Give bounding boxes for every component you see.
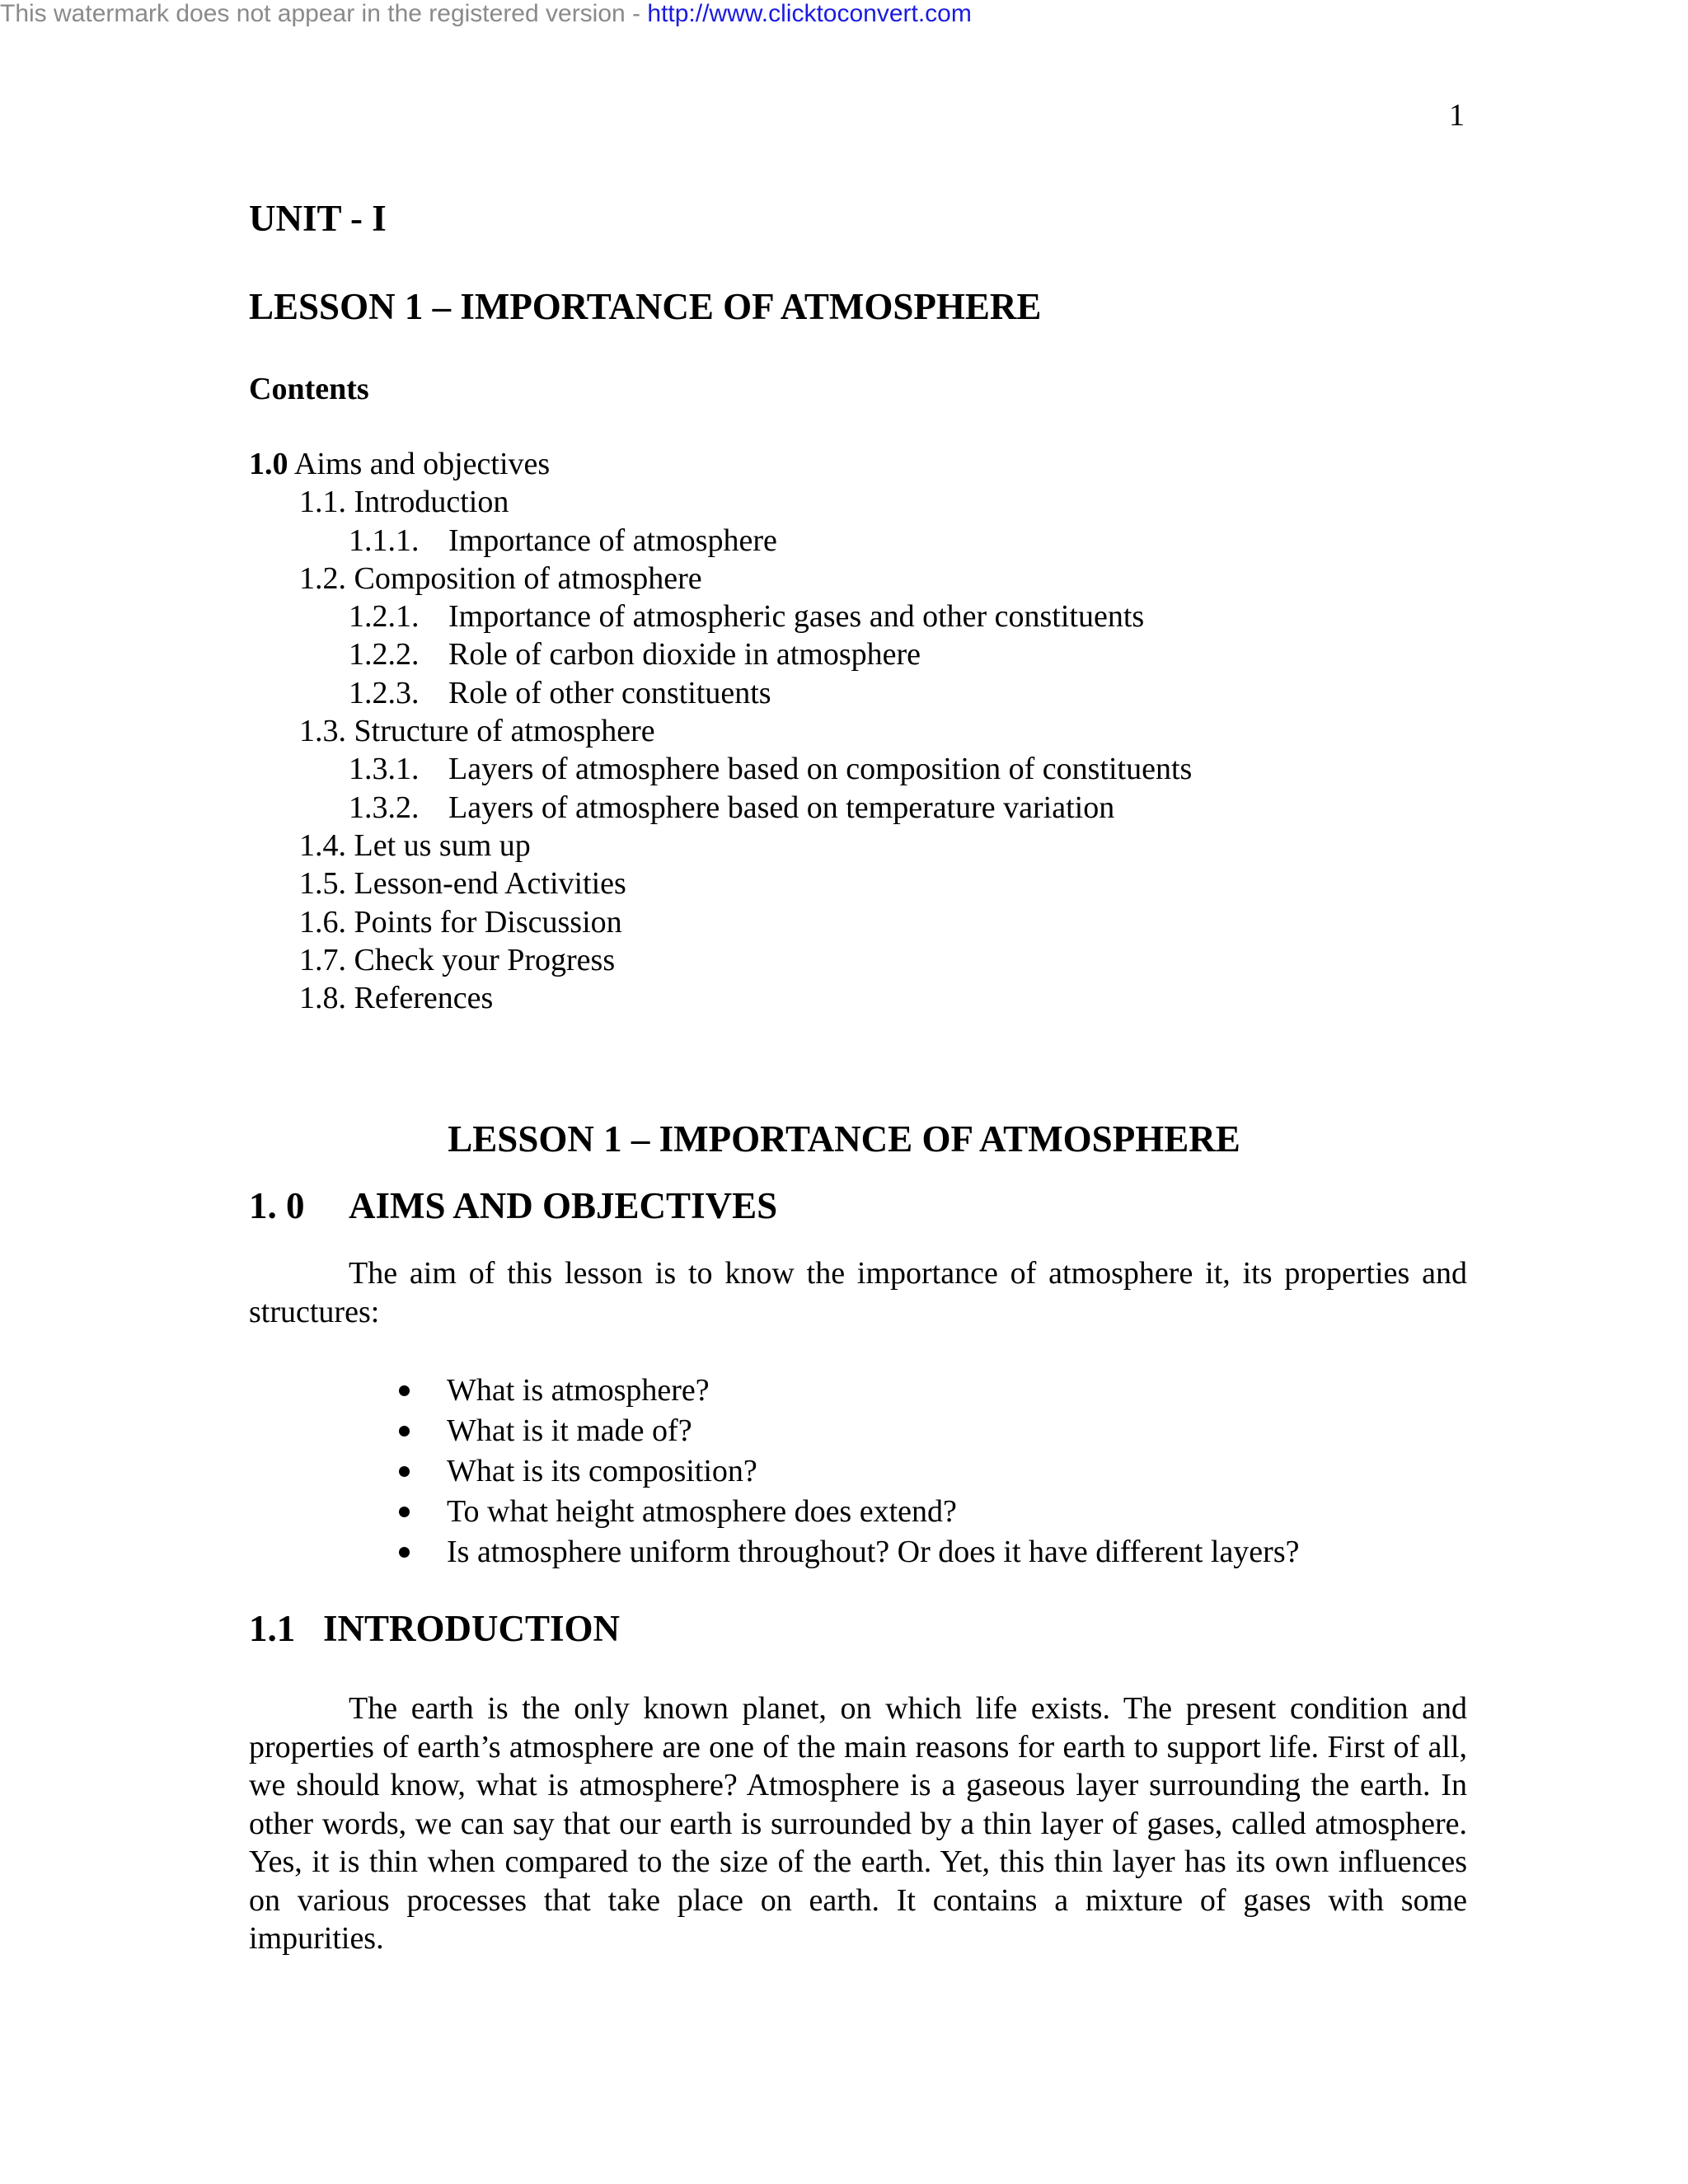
- toc-item: [249, 903, 1192, 941]
- toc-item-number: 1.4.: [299, 827, 354, 863]
- bullet-item: [396, 1411, 1299, 1451]
- introduction-paragraph: The earth is the only known planet, on which life exists. The present condition and properties of earth’s atmosphere are one of the main reasons for earth to support life. First of all, we should know, what is atmosphere? Atmosphere is a gaseous layer surrounding the earth. In other words, we can say that our earth is surrounded by a thin layer of gases, called atmosphere. Yes, it is thin when compared to the size of the earth. Yet, this thin layer has its own influences on various processes that take place on earth. It contains a mixture of gases with some impurities.: [249, 1691, 1467, 1956]
- aims-heading: [249, 1183, 777, 1228]
- bullet-text: What is atmosphere?: [447, 1373, 710, 1408]
- aims-bullet-list: [396, 1371, 1299, 1572]
- watermark-text: This watermark does not appear in the registered version -: [0, 0, 648, 27]
- toc-item-text: Structure of atmosphere: [354, 714, 655, 749]
- section-number: 1. 0: [249, 1185, 305, 1226]
- toc-item-text: Introduction: [354, 485, 509, 520]
- toc-item-text: Importance of atmospheric gases and other constituents: [448, 599, 1145, 635]
- toc-item-number: 1.3.2.: [349, 790, 420, 825]
- section-title: INTRODUCTION: [323, 1608, 621, 1649]
- bullet-text: What is it made of?: [447, 1413, 692, 1448]
- toc-item: [249, 865, 1192, 902]
- toc-item: [249, 522, 1192, 560]
- bullet-icon: [399, 1426, 410, 1436]
- bullet-text: To what height atmosphere does extend?: [447, 1494, 957, 1529]
- bullet-item: [396, 1451, 1299, 1492]
- bullet-item: [396, 1492, 1299, 1532]
- toc-item-number: 1.2.2.: [349, 637, 420, 673]
- toc-item-number: 1.3.: [299, 714, 354, 749]
- bullet-icon: [399, 1547, 410, 1558]
- toc-item: [249, 445, 1192, 483]
- lesson-title: LESSON 1 – IMPORTANCE OF ATMOSPHERE: [249, 286, 1042, 327]
- aims-paragraph: The aim of this lesson is to know the importance of atmosphere it, its properties and structures:: [249, 1256, 1467, 1329]
- toc-item-number: 1.1.: [299, 485, 354, 520]
- watermark: [0, 0, 972, 28]
- toc-item: [249, 941, 1192, 979]
- toc-item-text: Importance of atmosphere: [448, 523, 777, 558]
- section-title: AIMS AND OBJECTIVES: [349, 1185, 778, 1226]
- bullet-icon: [399, 1507, 410, 1517]
- toc-item-number: 1.3.1.: [349, 752, 420, 787]
- bullet-item: [396, 1371, 1299, 1411]
- toc-item-text: Layers of atmosphere based on composition of constituents: [448, 752, 1193, 787]
- toc-item-number: 1.0: [249, 447, 288, 481]
- toc-item-number: 1.2.: [299, 560, 354, 596]
- toc-item: [249, 674, 1192, 712]
- page-number: 1: [1449, 98, 1465, 133]
- toc-item-text: Check your Progress: [354, 942, 616, 977]
- toc-item: [249, 560, 1192, 598]
- toc-item-number: 1.2.3.: [349, 675, 420, 710]
- section-number: 1.1: [249, 1608, 296, 1649]
- toc-item-number: 1.6.: [299, 904, 354, 940]
- toc-item: [249, 979, 1192, 1017]
- toc-item: [249, 598, 1192, 635]
- toc-item-text: References: [354, 981, 494, 1016]
- contents-label: Contents: [249, 372, 369, 406]
- unit-title: UNIT - I: [249, 198, 387, 239]
- bullet-item: [396, 1532, 1299, 1572]
- bullet-icon: [399, 1466, 410, 1477]
- toc-item: [249, 483, 1192, 521]
- toc-item: [249, 635, 1192, 673]
- toc-item-text: Role of other constituents: [448, 675, 771, 710]
- toc-item-number: 1.5.: [299, 866, 354, 902]
- toc-item-text: Let us sum up: [354, 827, 531, 863]
- lesson-title-centered: LESSON 1 – IMPORTANCE OF ATMOSPHERE: [448, 1118, 1240, 1160]
- toc-item-text: Aims and objectives: [288, 447, 551, 481]
- toc-item: [249, 712, 1192, 750]
- toc-item-text: Composition of atmosphere: [354, 560, 702, 596]
- bullet-text: What is its composition?: [447, 1454, 757, 1488]
- table-of-contents: [249, 445, 1192, 1017]
- toc-item-number: 1.1.1.: [349, 523, 420, 558]
- toc-item-number: 1.8.: [299, 981, 354, 1016]
- bullet-icon: [399, 1385, 410, 1396]
- toc-item-text: Points for Discussion: [354, 904, 622, 940]
- toc-item-text: Lesson-end Activities: [354, 866, 626, 902]
- bullet-text: Is atmosphere uniform throughout? Or does it have different layers?: [447, 1535, 1300, 1569]
- toc-item-number: 1.7.: [299, 942, 354, 977]
- toc-item: [249, 827, 1192, 865]
- toc-item-text: Layers of atmosphere based on temperature variation: [448, 790, 1115, 825]
- toc-item: [249, 750, 1192, 788]
- introduction-heading: [249, 1606, 620, 1651]
- toc-item-number: 1.2.1.: [349, 599, 420, 635]
- toc-item: [249, 789, 1192, 827]
- toc-item-text: Role of carbon dioxide in atmosphere: [448, 637, 921, 673]
- watermark-link[interactable]: http://www.clicktoconvert.com: [647, 0, 972, 27]
